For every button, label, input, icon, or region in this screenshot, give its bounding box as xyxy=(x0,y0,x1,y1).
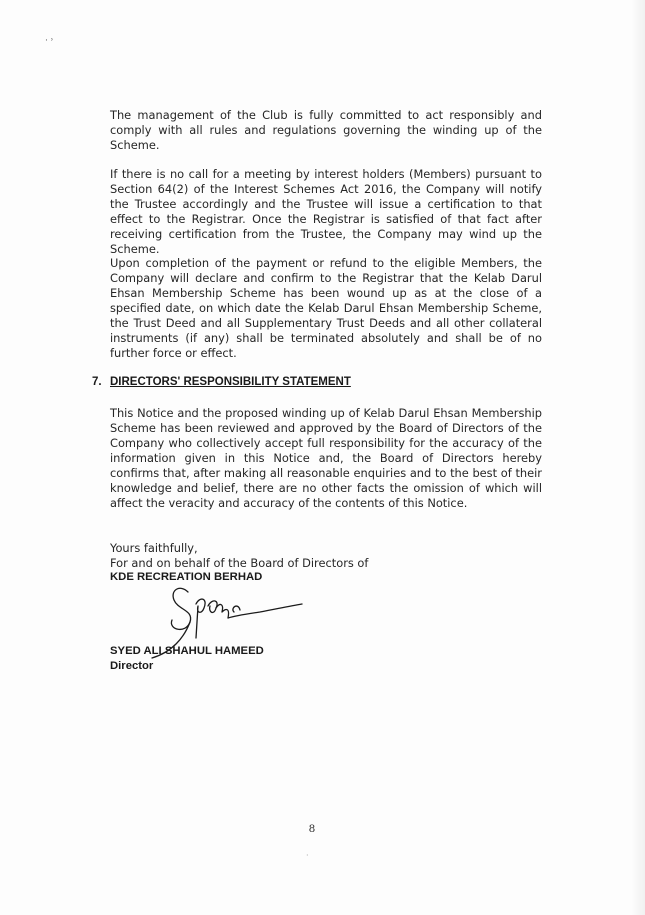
section-heading: DIRECTORS' RESPONSIBILITY STATEMENT xyxy=(110,376,351,388)
paragraph-no-meeting: If there is no call for a meeting by interest holders (Members) pursuant to Section 64(2) of the Interest Schemes Act 2016, the Company will notify the Trustee accordingly and the Trustee will issue a certification to that effect to the Registrar. Once the Registrar is satisfied of that fact after receiving certification from the Trustee, the Company may wind up the Scheme. xyxy=(110,167,542,256)
company-name: KDE RECREATION BERHAD xyxy=(110,571,263,583)
paragraph-responsibility: This Notice and the proposed winding up of Kelab Darul Ehsan Membership Scheme has been reviewed and approved by the Board of Directors of the Company who collectively accept full responsibility for the accuracy of the information given in this Notice and, the Board of Directors hereby confirms that, after making all reasonable enquiries and to the best of their knowledge and belief, there are no other facts the omission of which will affect the veracity and accuracy of the contents of this Notice. xyxy=(110,406,542,510)
closing-on-behalf: For and on behalf of the Board of Directors of xyxy=(110,556,369,570)
paragraph-commitment: The management of the Club is fully committed to act responsibly and comply with all rules and regulations governing the winding up of the Scheme. xyxy=(110,108,542,152)
closing-salutation: Yours faithfully, xyxy=(110,541,198,555)
signatory-title: Director xyxy=(110,660,154,672)
scan-speck-bottom: · xyxy=(306,851,309,860)
page-number: 8 xyxy=(308,823,316,835)
section-number: 7. xyxy=(92,376,102,388)
scan-shadow xyxy=(631,0,645,915)
paragraph-completion: Upon completion of the payment or refund to the eligible Members, the Company will declare and confirm to the Registrar that the Kelab Darul Ehsan Membership Scheme has been wound up as at the close of a specified date, on which date the Kelab Darul Ehsan Membership Scheme, the Trust Deed and all Supplementary Trust Deeds and all other collateral instruments (if any) shall be terminated absolutely and shall be of no further force or effect. xyxy=(110,256,542,360)
scan-speck: · ˒ xyxy=(45,36,54,46)
signatory-name: SYED ALI SHAHUL HAMEED xyxy=(110,645,264,657)
